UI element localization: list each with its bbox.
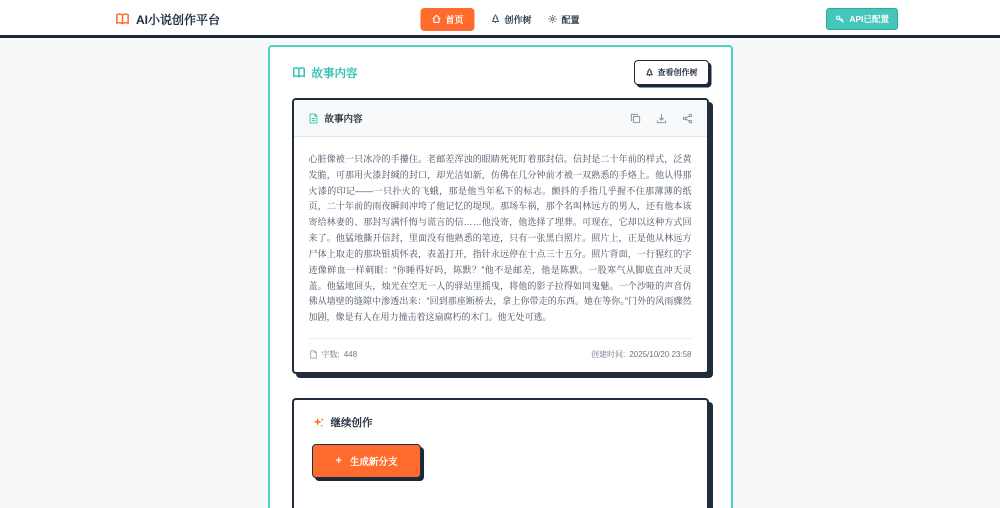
nav-label: 创作树 — [504, 14, 532, 25]
nav-item-settings[interactable] — [548, 13, 580, 26]
download-icon[interactable] — [656, 113, 667, 124]
gear-icon — [548, 14, 558, 24]
section-header — [292, 60, 709, 85]
story-content: 心脏像被一只冰冷的手攥住。老邮差浑浊的眼睛死死盯着那封信。信封是二十年前的样式，泛黄发脆，可那用火漆封缄的封口，却光洁如新，仿佛在几分钟前才被一双熟悉的手烙上。他认得那火漆的印记——一只扑火的飞蛾，那是他当年私下的标志。颤抖的手指几乎握不住那薄薄的纸页，二十年前的雨夜瞬间冲垮了他记忆的堤坝。那场车祸，那个名叫林远方的男人，还有他本该寄给林妻的、那封写满忏悔与谎言的信……他没寄，他选择了埋葬。可现在，它却以这种方式回来了。他猛地撕开信封，里面没有他熟悉的笔迹，只有一张黑白照片。照片上，正是他从林远方尸体上取走的那块银质怀表，表盖打开，指针永远停在十点三十五分。照片背面，一行猩红的字迹像鲜血一样刺眼：“你睡得好吗，陈默？”他不是邮差，他是陈默。一股寒气从脚底直冲天灵盖。他猛地回头，烛光在空无一人的驿站里摇曳，将他的影子拉得如同鬼魅。一个沙哑的声音仿佛从墙壁的缝隙中渗透出来：“回到那座断桥去，拿上你带走的东西。她在等你。”门外的风雨骤然加剧，像是有人在用力撞击着这扇腐朽的木门。他无处可逃。 — [308, 154, 692, 323]
story-actions — [630, 113, 693, 124]
app-logo — [115, 0, 220, 38]
api-status-button[interactable] — [826, 8, 898, 30]
generate-branch-button[interactable] — [312, 444, 422, 478]
word-count — [309, 349, 358, 360]
story-footer — [309, 338, 692, 372]
key-icon — [835, 14, 845, 24]
generate-branch-label: 生成新分支 — [349, 457, 398, 469]
page-content — [0, 38, 1000, 508]
book-icon — [115, 12, 130, 27]
continue-title — [312, 415, 689, 430]
story-card-title-text: 故事内容 — [324, 114, 363, 125]
nav-item-home[interactable] — [420, 8, 474, 31]
main-nav — [420, 0, 579, 38]
app-header — [0, 0, 1000, 38]
view-tree-label: 查看创作树 — [657, 68, 698, 77]
word-count-label: 字数: — [321, 350, 340, 360]
created-time-value: 2025/10/20 23:58 — [629, 350, 692, 360]
tree-icon — [645, 68, 654, 77]
nav-item-creation-tree[interactable] — [490, 13, 531, 26]
share-icon[interactable] — [682, 113, 693, 124]
continue-creation-card — [292, 398, 709, 508]
story-card — [292, 98, 709, 374]
sparkle-icon — [312, 416, 325, 429]
story-card-title — [308, 111, 363, 125]
continue-title-text: 继续创作 — [330, 417, 373, 430]
story-section — [268, 45, 733, 508]
section-title-text: 故事内容 — [311, 67, 358, 80]
book-icon — [292, 66, 306, 80]
story-card-header — [294, 100, 707, 137]
nav-label: 配置 — [561, 14, 580, 25]
api-status-label: API已配置 — [849, 14, 889, 24]
nav-label: 首页 — [445, 14, 464, 25]
section-title — [292, 65, 358, 81]
home-icon — [431, 14, 441, 24]
created-time — [591, 349, 692, 360]
tree-icon — [490, 14, 500, 24]
plus-icon: + — [335, 454, 342, 467]
app-title: AI小说创作平台 — [136, 12, 221, 27]
copy-icon[interactable] — [630, 113, 641, 124]
view-creation-tree-button[interactable] — [634, 60, 709, 85]
word-count-value: 448 — [343, 350, 358, 360]
document-icon — [309, 350, 318, 359]
created-time-label: 创建时间: — [590, 350, 626, 360]
document-icon — [308, 113, 319, 124]
